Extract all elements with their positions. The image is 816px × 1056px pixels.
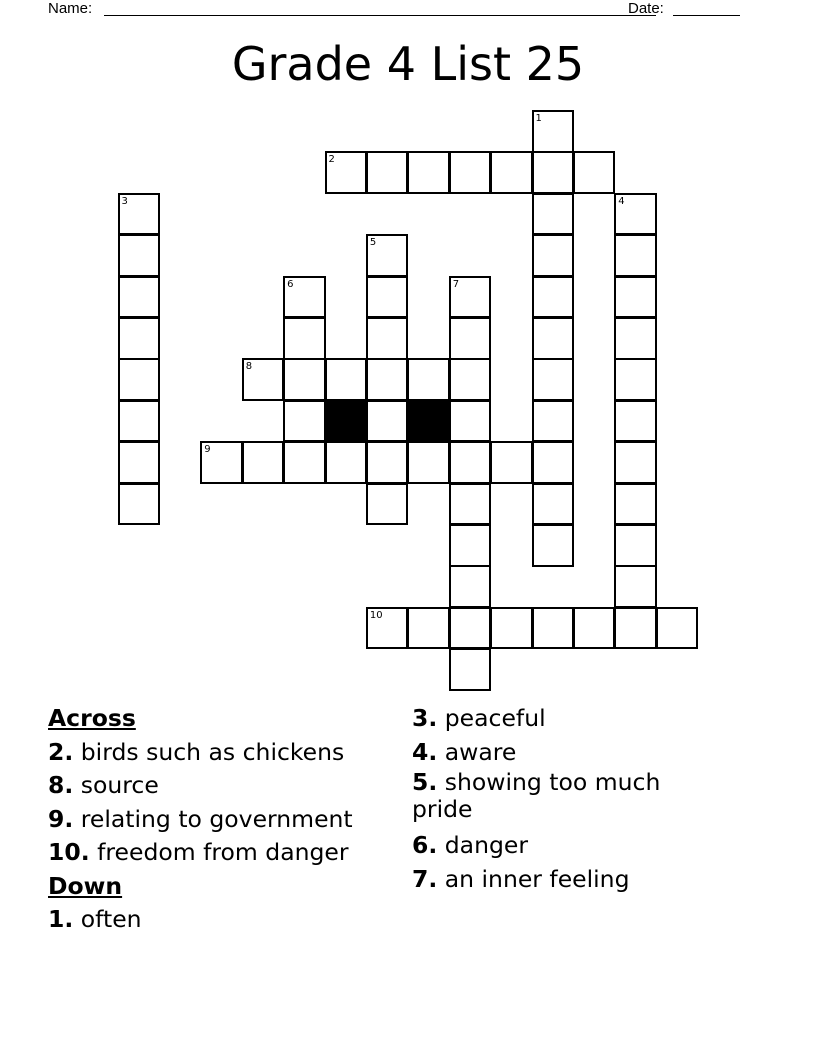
blocked-cell <box>407 400 450 443</box>
grid-cell[interactable] <box>118 483 161 526</box>
clue-number: 7 <box>452 278 460 290</box>
across-clue-8: 8. source <box>48 771 159 799</box>
clue-number: 8 <box>245 361 253 373</box>
grid-cell[interactable] <box>366 151 409 194</box>
grid-cell[interactable] <box>532 524 575 567</box>
grid-cell[interactable] <box>532 110 575 153</box>
grid-cell[interactable] <box>614 524 657 567</box>
worksheet-header <box>48 0 740 20</box>
grid-cell[interactable] <box>366 276 409 319</box>
grid-cell[interactable] <box>449 358 492 401</box>
clue-number: 1 <box>535 113 542 124</box>
grid-cell[interactable] <box>656 607 699 650</box>
across-clue-10: 10. freedom from danger <box>48 838 349 866</box>
grid-cell[interactable] <box>449 565 492 608</box>
grid-cell[interactable] <box>242 358 285 401</box>
down-clue-3: 3. peaceful <box>412 704 546 732</box>
across-heading: Across <box>48 704 136 732</box>
grid-cell[interactable] <box>614 441 657 484</box>
grid-cell[interactable] <box>490 607 533 650</box>
grid-cell[interactable] <box>118 276 161 319</box>
grid-cell[interactable] <box>366 483 409 526</box>
grid-cell[interactable] <box>118 234 161 277</box>
grid-cell[interactable] <box>532 193 575 236</box>
grid-cell[interactable] <box>532 276 575 319</box>
grid-cell[interactable] <box>118 441 161 484</box>
grid-cell[interactable] <box>449 151 492 194</box>
date-label: Date: <box>628 0 664 17</box>
grid-cell[interactable] <box>449 524 492 567</box>
grid-cell[interactable] <box>614 565 657 608</box>
grid-cell[interactable] <box>325 151 368 194</box>
grid-cell[interactable] <box>449 400 492 443</box>
grid-cell[interactable] <box>532 234 575 277</box>
across-clue-9: 9. relating to government <box>48 804 353 833</box>
grid-cell[interactable] <box>490 151 533 194</box>
grid-cell[interactable] <box>283 400 326 443</box>
down-clue-4: 4. aware <box>412 737 517 766</box>
grid-cell[interactable] <box>366 607 409 650</box>
clue-number: 2 <box>328 154 335 166</box>
grid-cell[interactable] <box>449 483 492 526</box>
grid-cell[interactable] <box>449 317 492 360</box>
grid-cell[interactable] <box>242 441 285 484</box>
clue-number: 3 <box>121 195 128 207</box>
down-clue-5: 5. showing too much pride <box>412 768 661 823</box>
clue-number: 6 <box>287 278 294 290</box>
down-clue-6: 6. danger <box>412 831 529 859</box>
grid-cell[interactable] <box>573 607 616 650</box>
blocked-cell <box>325 400 368 443</box>
grid-cell[interactable] <box>366 441 409 484</box>
clue-number: 4 <box>618 195 625 207</box>
grid-cell[interactable] <box>614 483 657 526</box>
grid-cell[interactable] <box>407 607 450 650</box>
grid-cell[interactable] <box>532 400 575 443</box>
grid-cell[interactable] <box>449 648 492 691</box>
grid-cell[interactable] <box>407 358 450 401</box>
grid-cell[interactable] <box>449 441 492 484</box>
grid-cell[interactable] <box>614 317 657 360</box>
grid-cell[interactable] <box>407 151 450 194</box>
down-heading: Down <box>48 871 123 900</box>
clue-number: 10 <box>369 609 383 621</box>
grid-cell[interactable] <box>532 607 575 650</box>
grid-cell[interactable] <box>118 193 161 236</box>
grid-cell[interactable] <box>366 317 409 360</box>
grid-cell[interactable] <box>407 441 450 484</box>
grid-cell[interactable] <box>283 317 326 360</box>
name-line <box>104 15 656 16</box>
grid-cell[interactable] <box>614 358 657 401</box>
grid-cell[interactable] <box>490 441 533 484</box>
grid-cell[interactable] <box>532 317 575 360</box>
page-title: Grade 4 List 25 <box>231 37 585 91</box>
across-clue-2: 2. birds such as chickens <box>48 737 345 766</box>
name-label: Name: <box>48 0 93 17</box>
grid-cell[interactable] <box>283 441 326 484</box>
grid-cell[interactable] <box>118 400 161 443</box>
grid-cell[interactable] <box>283 358 326 401</box>
grid-cell[interactable] <box>532 358 575 401</box>
grid-cell[interactable] <box>366 400 409 443</box>
grid-cell[interactable] <box>532 441 575 484</box>
grid-cell[interactable] <box>325 441 368 484</box>
grid-cell[interactable] <box>614 234 657 277</box>
grid-cell[interactable] <box>118 358 161 401</box>
grid-cell[interactable] <box>614 607 657 650</box>
grid-cell[interactable] <box>449 607 492 650</box>
down-clue-1: 1. often <box>48 905 142 933</box>
grid-cell[interactable] <box>118 317 161 360</box>
grid-cell[interactable] <box>366 358 409 401</box>
grid-cell[interactable] <box>325 358 368 401</box>
clue-number: 5 <box>369 237 377 249</box>
grid-cell[interactable] <box>449 276 492 319</box>
date-line <box>673 15 740 16</box>
grid-cell[interactable] <box>573 151 616 194</box>
grid-cell[interactable] <box>366 234 409 277</box>
down-clue-7: 7. an inner feeling <box>412 864 630 893</box>
grid-cell[interactable] <box>532 151 575 194</box>
grid-cell[interactable] <box>200 441 243 484</box>
clues-column-right <box>412 702 712 896</box>
clues-column-left <box>48 702 398 937</box>
grid-cell[interactable] <box>614 400 657 443</box>
clue-number: 9 <box>204 444 211 456</box>
grid-cell[interactable] <box>283 276 326 319</box>
grid-cell[interactable] <box>532 483 575 526</box>
grid-cell[interactable] <box>614 193 657 236</box>
grid-cell[interactable] <box>614 276 657 319</box>
